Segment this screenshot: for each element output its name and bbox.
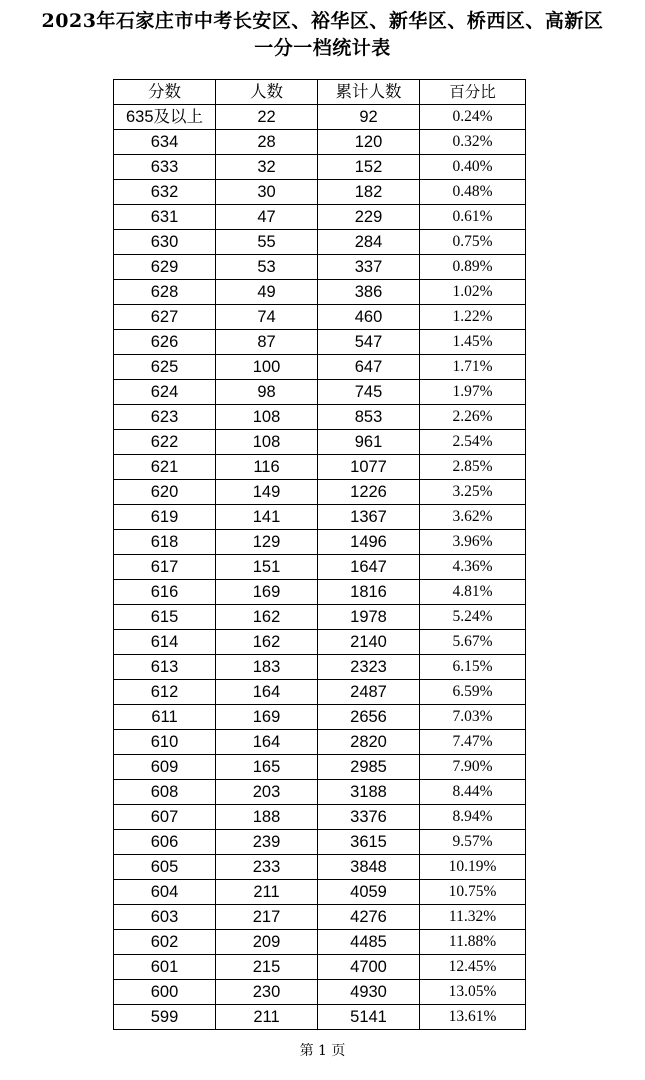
cell-count: 162 [216, 605, 318, 630]
table-row [114, 380, 526, 405]
cell-cumulative: 92 [318, 105, 420, 130]
page-number: 第 1 页 [299, 1043, 346, 1059]
cell-count: 55 [216, 230, 318, 255]
cell-cumulative: 1647 [318, 555, 420, 580]
cell-score: 606 [114, 830, 216, 855]
cell-percent: 2.85% [420, 455, 526, 480]
cell-cumulative: 4930 [318, 980, 420, 1005]
cell-percent: 4.36% [420, 555, 526, 580]
cell-cumulative: 182 [318, 180, 420, 205]
cell-score: 601 [114, 955, 216, 980]
cell-score: 634 [114, 130, 216, 155]
cell-percent: 9.57% [420, 830, 526, 855]
cell-percent: 8.94% [420, 805, 526, 830]
cell-count: 28 [216, 130, 318, 155]
cell-count: 151 [216, 555, 318, 580]
cell-score: 629 [114, 255, 216, 280]
header-count: 人数 [216, 80, 318, 105]
cell-percent: 0.24% [420, 105, 526, 130]
cell-count: 108 [216, 430, 318, 455]
cell-count: 230 [216, 980, 318, 1005]
cell-score: 607 [114, 805, 216, 830]
cell-score: 604 [114, 880, 216, 905]
cell-percent: 7.90% [420, 755, 526, 780]
cell-count: 162 [216, 630, 318, 655]
cell-score: 627 [114, 305, 216, 330]
table-row [114, 980, 526, 1005]
cell-count: 22 [216, 105, 318, 130]
cell-count: 108 [216, 405, 318, 430]
cell-score: 599 [114, 1005, 216, 1030]
cell-cumulative: 229 [318, 205, 420, 230]
table-row [114, 480, 526, 505]
cell-score: 621 [114, 455, 216, 480]
cell-percent: 6.59% [420, 680, 526, 705]
cell-count: 169 [216, 580, 318, 605]
cell-cumulative: 2323 [318, 655, 420, 680]
cell-cumulative: 5141 [318, 1005, 420, 1030]
table-row [114, 305, 526, 330]
cell-percent: 4.81% [420, 580, 526, 605]
cell-cumulative: 853 [318, 405, 420, 430]
cell-cumulative: 1077 [318, 455, 420, 480]
table-row [114, 105, 526, 130]
cell-count: 217 [216, 905, 318, 930]
cell-percent: 10.19% [420, 855, 526, 880]
cell-percent: 13.05% [420, 980, 526, 1005]
cell-percent: 7.03% [420, 705, 526, 730]
cell-cumulative: 2985 [318, 755, 420, 780]
table-row [114, 830, 526, 855]
cell-count: 209 [216, 930, 318, 955]
cell-percent: 6.15% [420, 655, 526, 680]
table-row [114, 630, 526, 655]
table-row [114, 280, 526, 305]
table-row [114, 155, 526, 180]
header-cumulative: 累计人数 [318, 80, 420, 105]
cell-cumulative: 1367 [318, 505, 420, 530]
cell-count: 129 [216, 530, 318, 555]
cell-cumulative: 1816 [318, 580, 420, 605]
table-row [114, 455, 526, 480]
table-row [114, 955, 526, 980]
cell-count: 116 [216, 455, 318, 480]
cell-count: 164 [216, 730, 318, 755]
cell-score: 603 [114, 905, 216, 930]
cell-cumulative: 745 [318, 380, 420, 405]
cell-cumulative: 1226 [318, 480, 420, 505]
cell-percent: 10.75% [420, 880, 526, 905]
cell-count: 165 [216, 755, 318, 780]
cell-cumulative: 4276 [318, 905, 420, 930]
cell-cumulative: 3376 [318, 805, 420, 830]
cell-count: 32 [216, 155, 318, 180]
cell-score: 612 [114, 680, 216, 705]
cell-percent: 3.62% [420, 505, 526, 530]
cell-score: 632 [114, 180, 216, 205]
document-title: 2023年石家庄市中考长安区、裕华区、新华区、桥西区、高新区 [41, 10, 604, 32]
cell-score: 605 [114, 855, 216, 880]
cell-percent: 1.71% [420, 355, 526, 380]
document-subtitle: 一分一档统计表 [254, 37, 391, 59]
cell-cumulative: 2820 [318, 730, 420, 755]
cell-score: 635及以上 [114, 105, 216, 130]
cell-count: 74 [216, 305, 318, 330]
score-distribution-table [113, 79, 526, 1030]
cell-cumulative: 284 [318, 230, 420, 255]
table-row [114, 880, 526, 905]
cell-percent: 0.89% [420, 255, 526, 280]
cell-score: 631 [114, 205, 216, 230]
cell-score: 630 [114, 230, 216, 255]
cell-cumulative: 460 [318, 305, 420, 330]
cell-count: 203 [216, 780, 318, 805]
table-header-row [114, 80, 526, 105]
cell-cumulative: 647 [318, 355, 420, 380]
cell-cumulative: 2140 [318, 630, 420, 655]
table-row [114, 255, 526, 280]
cell-cumulative: 386 [318, 280, 420, 305]
cell-count: 47 [216, 205, 318, 230]
table-row [114, 905, 526, 930]
table-row [114, 355, 526, 380]
cell-count: 211 [216, 1005, 318, 1030]
cell-percent: 8.44% [420, 780, 526, 805]
cell-percent: 1.02% [420, 280, 526, 305]
cell-percent: 3.25% [420, 480, 526, 505]
cell-score: 626 [114, 330, 216, 355]
table-row [114, 705, 526, 730]
cell-percent: 12.45% [420, 955, 526, 980]
cell-score: 614 [114, 630, 216, 655]
cell-percent: 11.88% [420, 930, 526, 955]
cell-score: 615 [114, 605, 216, 630]
cell-cumulative: 1496 [318, 530, 420, 555]
cell-cumulative: 152 [318, 155, 420, 180]
table-row [114, 580, 526, 605]
table-row [114, 530, 526, 555]
cell-percent: 11.32% [420, 905, 526, 930]
table-row [114, 605, 526, 630]
table-row [114, 730, 526, 755]
cell-count: 100 [216, 355, 318, 380]
cell-percent: 0.32% [420, 130, 526, 155]
cell-cumulative: 3615 [318, 830, 420, 855]
cell-score: 611 [114, 705, 216, 730]
table-row [114, 680, 526, 705]
cell-percent: 5.67% [420, 630, 526, 655]
cell-cumulative: 2487 [318, 680, 420, 705]
cell-percent: 0.61% [420, 205, 526, 230]
cell-cumulative: 3188 [318, 780, 420, 805]
cell-score: 602 [114, 930, 216, 955]
cell-percent: 3.96% [420, 530, 526, 555]
cell-cumulative: 547 [318, 330, 420, 355]
table-row [114, 130, 526, 155]
cell-score: 616 [114, 580, 216, 605]
cell-score: 633 [114, 155, 216, 180]
cell-score: 617 [114, 555, 216, 580]
table-row [114, 780, 526, 805]
cell-percent: 2.26% [420, 405, 526, 430]
cell-cumulative: 1978 [318, 605, 420, 630]
cell-cumulative: 961 [318, 430, 420, 455]
table-row [114, 505, 526, 530]
cell-percent: 5.24% [420, 605, 526, 630]
table-row [114, 205, 526, 230]
cell-score: 610 [114, 730, 216, 755]
cell-count: 188 [216, 805, 318, 830]
cell-count: 141 [216, 505, 318, 530]
cell-percent: 1.45% [420, 330, 526, 355]
cell-count: 183 [216, 655, 318, 680]
table-row [114, 855, 526, 880]
cell-score: 620 [114, 480, 216, 505]
table-row [114, 180, 526, 205]
cell-cumulative: 2656 [318, 705, 420, 730]
cell-score: 613 [114, 655, 216, 680]
table-row [114, 1005, 526, 1030]
cell-score: 622 [114, 430, 216, 455]
cell-cumulative: 4700 [318, 955, 420, 980]
cell-count: 87 [216, 330, 318, 355]
table-row [114, 330, 526, 355]
cell-percent: 0.48% [420, 180, 526, 205]
cell-score: 623 [114, 405, 216, 430]
cell-count: 149 [216, 480, 318, 505]
cell-percent: 1.97% [420, 380, 526, 405]
cell-score: 619 [114, 505, 216, 530]
cell-percent: 7.47% [420, 730, 526, 755]
cell-score: 608 [114, 780, 216, 805]
cell-cumulative: 337 [318, 255, 420, 280]
cell-score: 609 [114, 755, 216, 780]
cell-count: 239 [216, 830, 318, 855]
cell-percent: 13.61% [420, 1005, 526, 1030]
table-row [114, 430, 526, 455]
cell-score: 625 [114, 355, 216, 380]
cell-score: 624 [114, 380, 216, 405]
cell-score: 600 [114, 980, 216, 1005]
cell-percent: 0.40% [420, 155, 526, 180]
cell-count: 53 [216, 255, 318, 280]
cell-cumulative: 4485 [318, 930, 420, 955]
table-row [114, 755, 526, 780]
cell-count: 169 [216, 705, 318, 730]
table-row [114, 230, 526, 255]
cell-cumulative: 120 [318, 130, 420, 155]
table-row [114, 930, 526, 955]
cell-score: 628 [114, 280, 216, 305]
table-row [114, 805, 526, 830]
table-row [114, 405, 526, 430]
cell-count: 30 [216, 180, 318, 205]
cell-cumulative: 3848 [318, 855, 420, 880]
table-row [114, 655, 526, 680]
cell-percent: 2.54% [420, 430, 526, 455]
cell-count: 211 [216, 880, 318, 905]
table-row [114, 555, 526, 580]
header-score: 分数 [114, 80, 216, 105]
cell-percent: 0.75% [420, 230, 526, 255]
cell-count: 49 [216, 280, 318, 305]
cell-count: 233 [216, 855, 318, 880]
cell-cumulative: 4059 [318, 880, 420, 905]
cell-count: 98 [216, 380, 318, 405]
cell-count: 215 [216, 955, 318, 980]
cell-count: 164 [216, 680, 318, 705]
cell-score: 618 [114, 530, 216, 555]
cell-percent: 1.22% [420, 305, 526, 330]
header-percent: 百分比 [420, 80, 526, 105]
